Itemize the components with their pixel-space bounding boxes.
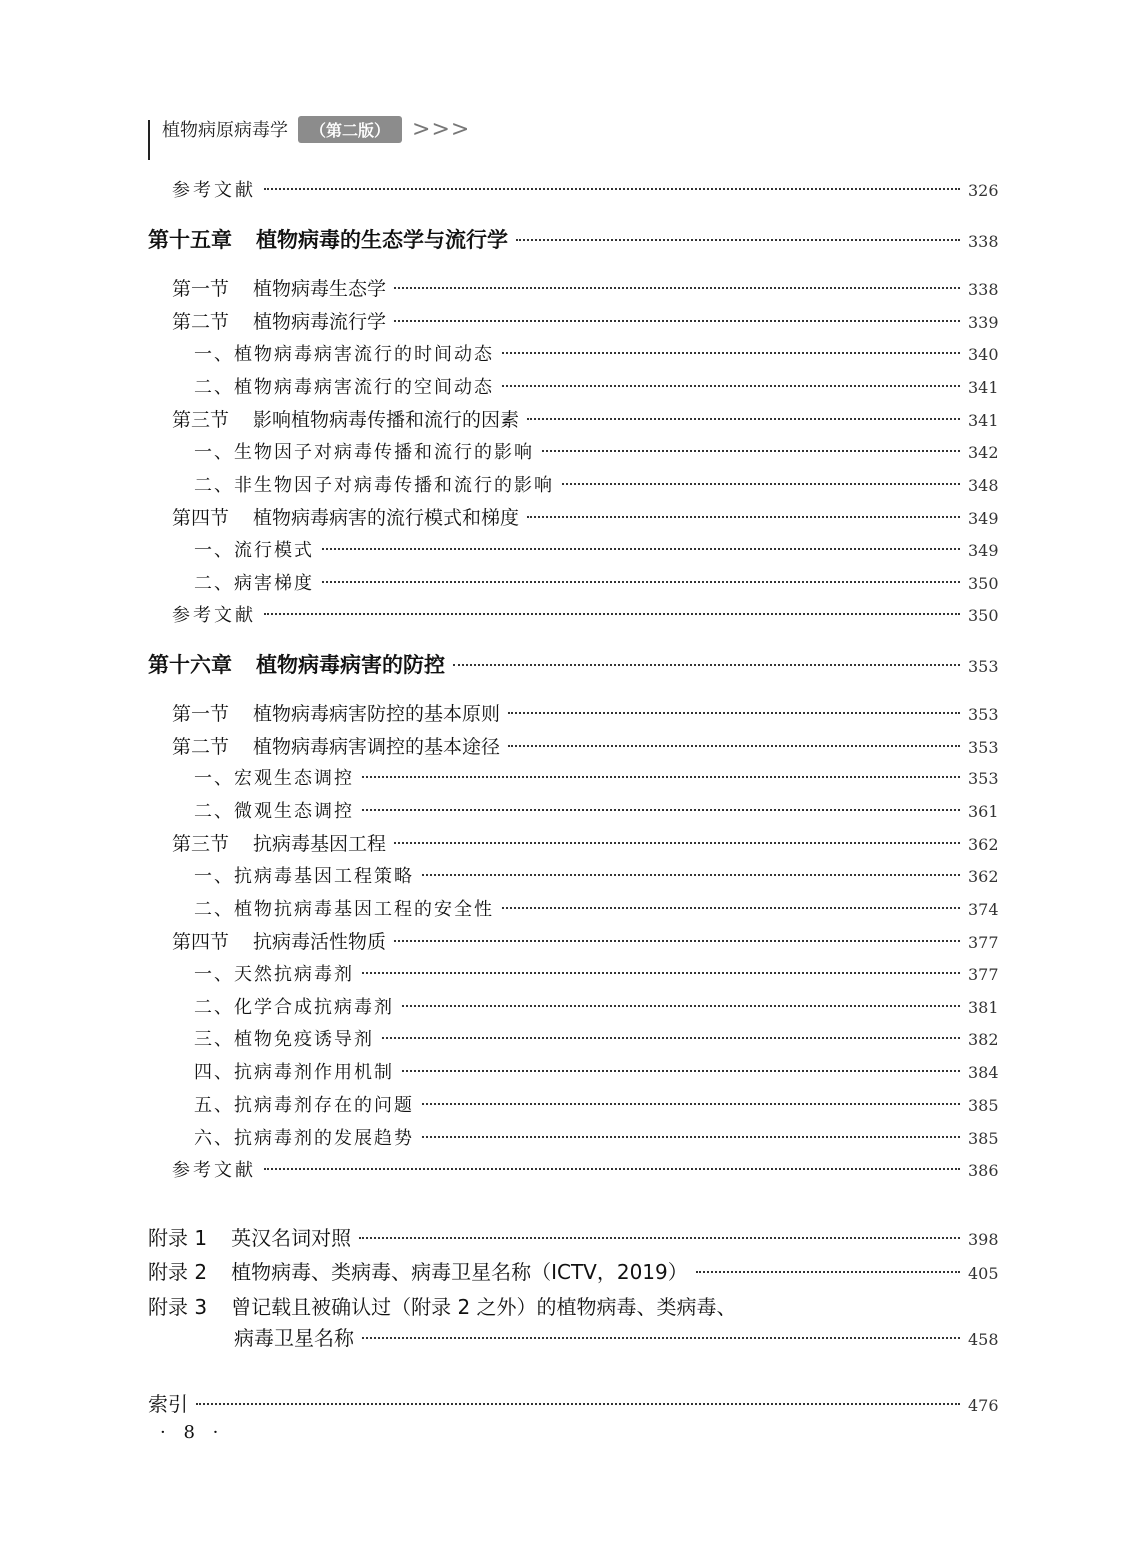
toc-section[interactable]: 第一节 植物病毒病害防控的基本原则 353 bbox=[172, 703, 999, 725]
toc-subsection[interactable]: 二、病害梯度 350 bbox=[194, 573, 999, 594]
toc-entry[interactable]: 参考文献 326 bbox=[172, 180, 999, 201]
toc-entry[interactable]: 参考文献 386 bbox=[172, 1160, 999, 1181]
toc-section[interactable]: 第三节 影响植物病毒传播和流行的因素 341 bbox=[172, 409, 999, 431]
toc-section[interactable]: 第二节 植物病毒流行学 339 bbox=[172, 311, 999, 333]
toc-subsection[interactable]: 一、流行模式 349 bbox=[194, 540, 999, 561]
toc-subsection[interactable]: 三、植物免疫诱导剂 382 bbox=[194, 1029, 999, 1050]
toc-subsection[interactable]: 一、抗病毒基因工程策略 362 bbox=[194, 866, 999, 887]
toc-section[interactable]: 第二节 植物病毒病害调控的基本途径 353 bbox=[172, 736, 999, 758]
toc-entry[interactable]: 参考文献 350 bbox=[172, 605, 999, 626]
edition-badge: （第二版） bbox=[298, 116, 402, 143]
toc-subsection[interactable]: 四、抗病毒剂作用机制 384 bbox=[194, 1062, 999, 1083]
book-title: 植物病原病毒学 bbox=[162, 120, 288, 141]
toc-appendix[interactable]: 附录 2 植物病毒、类病毒、病毒卫星名称（ICTV，2019） 405 bbox=[148, 1260, 999, 1284]
toc-subsection[interactable]: 二、微观生态调控 361 bbox=[194, 801, 999, 822]
toc-chapter[interactable]: 第十五章 植物病毒的生态学与流行学 338 bbox=[148, 228, 999, 252]
toc-section[interactable]: 第三节 抗病毒基因工程 362 bbox=[172, 833, 999, 855]
toc-subsection[interactable]: 二、植物病毒病害流行的空间动态 341 bbox=[194, 377, 999, 398]
toc-subsection[interactable]: 二、非生物因子对病毒传播和流行的影响 348 bbox=[194, 475, 999, 496]
toc-subsection[interactable]: 六、抗病毒剂的发展趋势 385 bbox=[194, 1128, 999, 1149]
toc-subsection[interactable]: 一、生物因子对病毒传播和流行的影响 342 bbox=[194, 442, 999, 463]
toc-chapter[interactable]: 第十六章 植物病毒病害的防控 353 bbox=[148, 653, 999, 677]
toc-subsection[interactable]: 五、抗病毒剂存在的问题 385 bbox=[194, 1095, 999, 1116]
toc-section[interactable]: 第四节 植物病毒病害的流行模式和梯度 349 bbox=[172, 507, 999, 529]
toc-appendix-continued[interactable]: 病毒卫星名称 458 bbox=[234, 1326, 999, 1350]
toc-subsection[interactable]: 一、天然抗病毒剂 377 bbox=[194, 964, 999, 985]
toc-appendix[interactable]: 附录 1 英汉名词对照 398 bbox=[148, 1226, 999, 1250]
toc-index[interactable]: 索引 476 bbox=[148, 1392, 999, 1416]
toc-section[interactable]: 第四节 抗病毒活性物质 377 bbox=[172, 931, 999, 953]
toc-subsection[interactable]: 一、宏观生态调控 353 bbox=[194, 768, 999, 789]
page-number: · 8 · bbox=[160, 1422, 225, 1443]
toc-subsection[interactable]: 二、化学合成抗病毒剂 381 bbox=[194, 997, 999, 1018]
toc-appendix[interactable]: 附录 3 曾记载且被确认过（附录 2 之外）的植物病毒、类病毒、 bbox=[148, 1295, 737, 1319]
arrows-icon: >>> bbox=[412, 116, 471, 142]
running-header bbox=[148, 116, 471, 160]
toc-subsection[interactable]: 一、植物病毒病害流行的时间动态 340 bbox=[194, 344, 999, 365]
toc-section[interactable]: 第一节 植物病毒生态学 338 bbox=[172, 278, 999, 300]
toc-subsection[interactable]: 二、植物抗病毒基因工程的安全性 374 bbox=[194, 899, 999, 920]
